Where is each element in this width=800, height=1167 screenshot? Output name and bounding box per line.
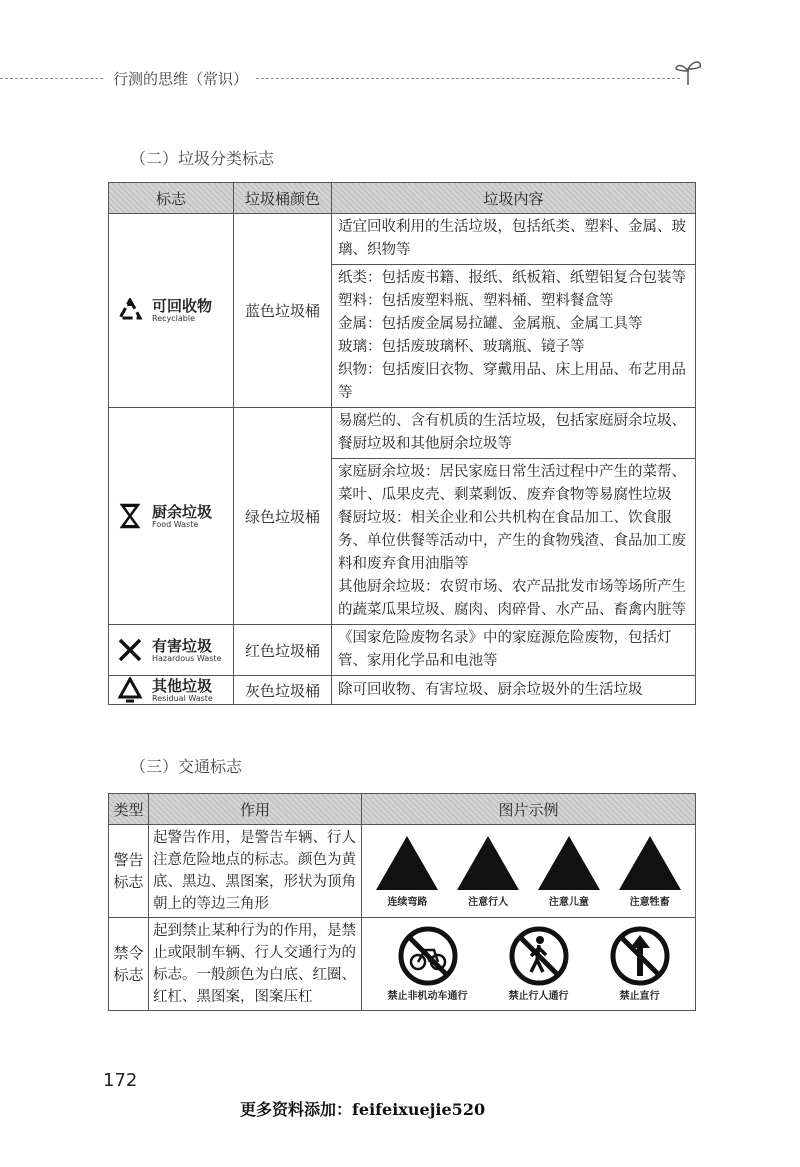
detail-line: 餐厨垃圾：相关企业和公共机构在食品加工、饮食服务、单位供餐等活动中，产生的食物残渣、食品加工废料和废弃食用油脂等 [338,510,686,572]
category-name-en: Residual Waste [152,693,213,703]
prohibition-sign-example [388,926,468,1003]
sign-caption: 注意儿童 [548,896,589,908]
category-name-en: Hazardous Waste [152,653,222,663]
table-row [109,625,696,676]
type-cell: 警告标志 [109,825,149,918]
examples-cell [362,825,696,918]
symbol-cell [109,214,234,408]
page-number: 172 [103,1070,138,1091]
bin-color: 绿色垃圾桶 [234,408,332,625]
category-name: 厨余垃圾 [152,502,213,521]
symbol-cell [109,676,234,705]
warning-triangle-icon [617,834,683,892]
detail-line: 金属：包括废金属易拉罐、金属瓶、金属工具等 [338,316,643,332]
category-name: 有害垃圾 [152,636,213,655]
examples-cell [362,918,696,1011]
effect-cell: 起警告作用，是警告车辆、行人注意危险地点的标志。颜色为黄底、黑边、黑图案，形状为顶角朝上的等边三角形 [149,825,362,918]
bin-color: 灰色垃圾桶 [234,676,332,705]
symbol-cell [109,408,234,625]
section-title-traffic: （三）交通标志 [130,757,243,776]
column-header: 作用 [149,794,362,825]
column-header: 垃圾桶颜色 [234,183,332,214]
section-title-waste: （二）垃圾分类标志 [130,149,275,168]
header-rule [0,78,680,79]
symbol-cell [109,625,234,676]
warning-triangle-icon [374,834,440,892]
sign-caption: 禁止直行 [619,990,660,1002]
traffic-sign-table [108,793,696,1011]
hazard-cross-icon [116,637,144,663]
warning-triangle-icon [536,834,602,892]
effect-cell: 起到禁止某种行为的作用，是禁止或限制车辆、行人交通行为的标志。一般颜色为白底、红圈、红杠、黑图案，图案压杠 [149,918,362,1011]
table-row [109,408,696,459]
sign-caption: 禁止行人通行 [508,990,569,1002]
category-name: 其他垃圾 [152,676,213,695]
hourglass-icon [116,503,144,529]
sign-caption: 注意牲畜 [629,896,670,908]
sprout-icon [672,55,704,87]
no-bicycle-sign-icon [398,926,458,986]
type-cell: 禁令标志 [109,918,149,1011]
column-header: 垃圾内容 [332,183,696,214]
summary-cell: 适宜回收利用的生活垃圾，包括纸类、塑料、金属、玻璃、织物等 [332,214,696,265]
detail-cell [332,265,696,408]
recycle-icon [116,298,144,324]
category-name-en: Food Waste [152,519,199,529]
table-header-row [109,794,696,825]
warning-sign-example [455,834,521,909]
column-header: 标志 [109,183,234,214]
column-header: 类型 [109,794,149,825]
summary-cell: 易腐烂的、含有机质的生活垃圾，包括家庭厨余垃圾、餐厨垃圾和其他厨余垃圾等 [332,408,696,459]
warning-triangle-icon [455,834,521,892]
detail-line: 家庭厨余垃圾：居民家庭日常生活过程中产生的菜帮、菜叶、瓜果皮壳、剩菜剩饭、废弃食物等易腐性垃圾 [338,464,686,503]
no-straight-sign-icon [610,926,670,986]
footer-note: 更多资料添加：feifeixuejie520 [240,1100,486,1119]
prohibition-sign-example [610,926,670,1003]
detail-line: 塑料：包括废塑料瓶、塑料桶、塑料餐盒等 [338,293,614,309]
table-row [109,825,696,918]
sign-caption: 禁止非机动车通行 [387,990,468,1002]
table-row [109,214,696,265]
waste-sorting-table [108,182,696,705]
prohibition-sign-example [509,926,569,1003]
table-row [109,918,696,1011]
residual-waste-icon [116,677,144,703]
summary-cell: 《国家危险废物名录》中的家庭源危险废物，包括灯管、家用化学品和电池等 [332,625,696,676]
no-pedestrian-sign-icon [509,926,569,986]
detail-line: 纸类：包括废书籍、报纸、纸板箱、纸塑铝复合包装等 [338,270,686,286]
table-row [109,676,696,705]
warning-sign-example [617,834,683,909]
detail-line: 其他厨余垃圾：农贸市场、农产品批发市场等场所产生的蔬菜瓜果垃圾、腐肉、肉碎骨、水产品、畜禽内脏等 [338,579,686,618]
sign-caption: 连续弯路 [387,896,428,908]
warning-sign-example [374,834,440,909]
detail-line: 织物：包括废旧衣物、穿戴用品、床上用品、布艺用品等 [338,362,686,401]
detail-cell [332,459,696,625]
column-header: 图片示例 [362,794,696,825]
summary-cell: 除可回收物、有害垃圾、厨余垃圾外的生活垃圾 [332,676,696,705]
bin-color: 红色垃圾桶 [234,625,332,676]
category-name: 可回收物 [152,297,213,315]
category-name-en: Recyclable [152,314,195,323]
table-header-row [109,183,696,214]
warning-sign-example [536,834,602,909]
running-header: 行测的思维（常识） [105,68,256,89]
bin-color: 蓝色垃圾桶 [234,214,332,408]
detail-line: 玻璃：包括废玻璃杯、玻璃瓶、镜子等 [338,339,585,355]
sign-caption: 注意行人 [468,896,509,908]
